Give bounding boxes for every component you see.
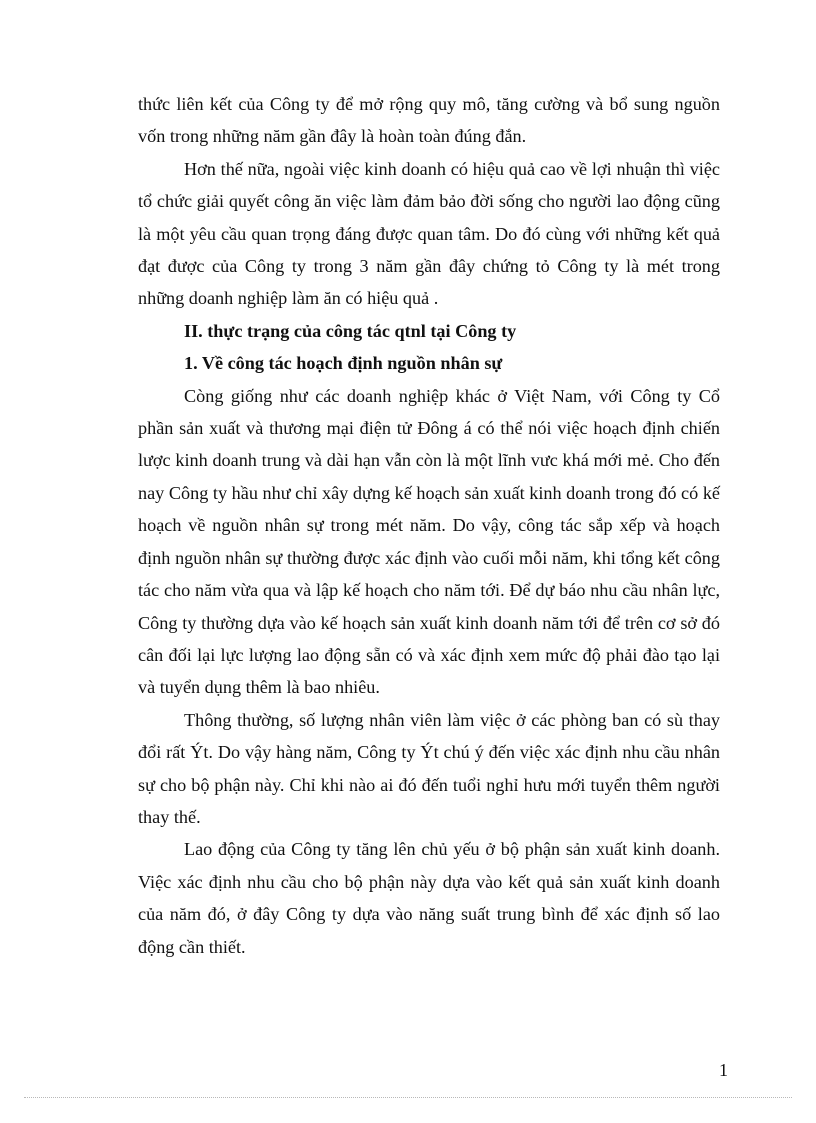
section-heading: II. thực trạng của công tác qtnl tại Công ty — [184, 320, 517, 341]
page-bottom-divider — [24, 1097, 792, 1098]
paragraph-hr-planning: Còng giống như các doanh nghiệp khác ở Việt Nam, với Công ty Cổ phần sản xuất và thương mại điện tử Đông á có thể nói việc hoạch định chiến lược kinh doanh trung và dài hạn vẫn còn là một lĩnh vưc khá mới mẻ. Cho đến nay Công ty hầu như chỉ xây dựng kế hoạch sản xuất kinh doanh trong đó có kế hoạch về nguồn nhân sự trong mét năm. Do vậy, công tác sắp xếp và hoạch định nguồn nhân sự thường được xác định vào cuối mỗi năm, khi tổng kết công tác cho năm vừa qua và lập kế hoạch cho năm tới. Để dự báo nhu cầu nhân lực, Công ty thường dựa vào kế hoạch sản xuất kinh doanh năm tới để trên cơ sở đó cân đối lại lực lượng lao động sẵn có và xác định xem mức độ phải đào tạo lại và tuyển dụng thêm là bao nhiêu. — [138, 385, 720, 698]
paragraph-continuation: thức liên kết của Công ty để mở rộng quy mô, tăng cường và bổ sung nguồn vốn trong những năm gần đây là hoàn toàn đúng đắn. — [138, 94, 720, 147]
page-number: 1 — [719, 1060, 728, 1080]
document-body — [138, 88, 720, 963]
paragraph-production-labor: Lao động của Công ty tăng lên chủ yếu ở bộ phận sản xuất kinh doanh. Việc xác định nhu cầu cho bộ phận này dựa vào kết quả sản xuất kinh doanh của năm đó, ở đây Công ty dựa vào năng suất trung bình để xác định số lao động cần thiết. — [138, 839, 720, 957]
paragraph-office-staff: Thông thường, số lượng nhân viên làm việc ở các phòng ban có sù thay đổi rất Ýt. Do vậy hàng năm, Công ty Ýt chú ý đến việc xác định nhu cầu nhân sự cho bộ phận này. Chỉ khi nào ai đó đến tuổi nghỉ hưu mới tuyển thêm người thay thế. — [138, 709, 720, 827]
paragraph-profit-employment: Hơn thế nữa, ngoài việc kinh doanh có hiệu quả cao về lợi nhuận thì việc tổ chức giải quyết công ăn việc làm đảm bảo đời sống cho người lao động cũng là một yêu cầu quan trọng đáng được quan tâm. Do đó cùng với những kết quả đạt được của Công ty trong 3 năm gần đây chứng tỏ Công ty là mét trong những doanh nghiệp làm ăn có hiệu quả . — [138, 158, 720, 309]
subsection-heading: 1. Về công tác hoạch định nguồn nhân sự — [184, 353, 503, 374]
